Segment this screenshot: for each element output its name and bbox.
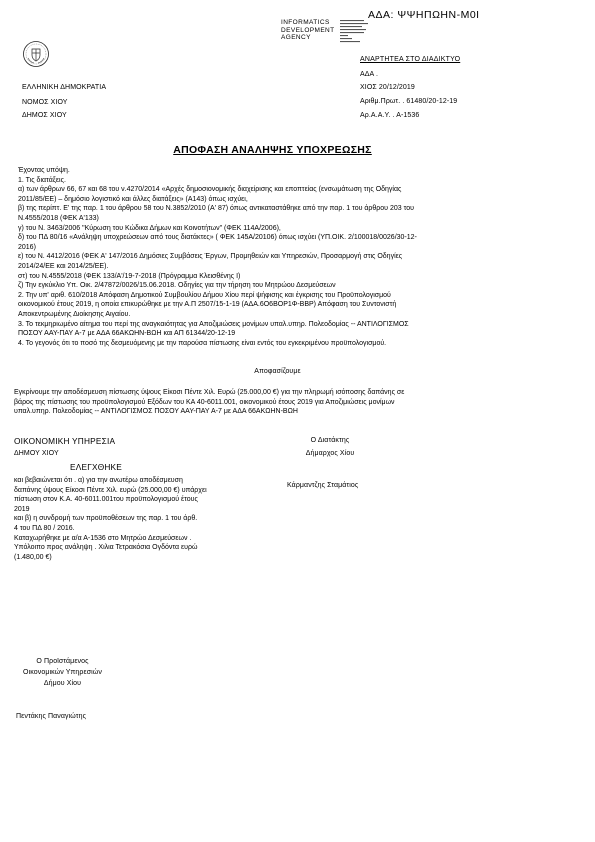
- checked-label: ΕΛΕΓΧΘΗΚΕ: [70, 462, 123, 472]
- body-line: 2011/85/ΕΕ) – δημόσιο λογιστικό και άλλες διατάξεις» (Α143) όπως ισχύει,: [18, 195, 248, 203]
- greek-emblem-icon: [22, 40, 50, 68]
- body-line: Έχοντας υπόψη.: [18, 167, 70, 174]
- finance-line: (1.480,00 €): [14, 553, 52, 561]
- head-finance-role: Ο Προϊστάμενος: [36, 658, 89, 665]
- publish-label: ΑΝΑΡΤΗΤΕΑ ΣΤΟ ΔΙΑΔΙΚΤΥΟ: [360, 56, 461, 63]
- body-line: Αποκεντρωμένης Διοίκησης Αιγαίου.: [18, 310, 131, 318]
- decision-line: βάρος της πίστωσης του προϋπολογισμού Εξόδων του ΚΑ 40-6011.001, οικονομικού έτους 2019 για Αποζιμιώσεις μονίμων: [14, 398, 395, 406]
- ida-line-1: INFORMATICS: [281, 19, 330, 26]
- republic-label: ΕΛΛΗΝΙΚΗ ΔΗΜΟΚΡΑΤΙΑ: [22, 84, 107, 91]
- ida-fine-print-icon: [340, 20, 370, 46]
- ida-line-3: AGENCY: [281, 34, 311, 42]
- ida-logo: [281, 19, 335, 42]
- municipality-label: ΔΗΜΟΣ ΧΙΟΥ: [22, 112, 67, 119]
- aay-label: Αρ.Α.Α.Υ. . Α-1536: [360, 112, 420, 119]
- finance-line: δαπάνης ύψους Είκοσι Πέντε Χιλ. ευρώ (25.000,00 €) υπάρχει: [14, 486, 207, 494]
- signatory-title: Δήμαρχος Χίου: [305, 450, 355, 457]
- finance-municipality: ΔΗΜΟΥ ΧΙΟΥ: [14, 450, 59, 457]
- body-line: 4. Το γεγονός ότι το ποσό της δεσμευόμενης με την παρούσα πίστωσης είναι εντός του εγκεκριμένου προϋπολογισμού.: [18, 339, 387, 347]
- body-line: γ) του Ν. 3463/2006 "Κύρωση του Κώδικα Δήμων και Κοινοτήτων" (ΦΕΚ 114Α/2006),: [18, 224, 281, 232]
- decision-block: [14, 388, 574, 417]
- legal-basis-block: [18, 166, 558, 348]
- head-finance-municipality: Δήμου Χίου: [43, 680, 82, 687]
- body-line: ε) του Ν. 4412/2016 (ΦΕΚ Α' 147/2016 Δημόσιες Συμβάσεις Έργων, Προμηθειών και Υπηρεσιών, Προσαρμογή στις Οδηγίες: [18, 253, 403, 261]
- finance-line: και β) η συνδρομή των προϋποθέσεων της παρ. 1 του άρθ.: [14, 515, 198, 523]
- finance-line: Καταχωρήθηκε με α/α Α-1536 στο Μητρώο Δεσμεύσεων .: [14, 534, 192, 542]
- finance-line: 4 του ΠΔ 80 / 2016.: [14, 524, 75, 532]
- document-title: ΑΠΟΦΑΣΗ ΑΝΑΛΗΨΗΣ ΥΠΟΧΡΕΩΣΗΣ: [173, 144, 372, 156]
- body-line: δ) του ΠΔ 80/16 «Ανάληψη υποχρεώσεων από τους διατάκτες» ( ΦΕΚ 145Α/20106) όπως ισχύει (ΥΠ.ΟΙΚ. 2/100018/0026/30-12-: [18, 234, 417, 242]
- body-line: 1. Τις διατάξεις.: [18, 176, 66, 184]
- finance-title: ΟΙΚΟΝΟΜΙΚΗ ΥΠΗΡΕΣΙΑ: [14, 436, 116, 446]
- date-label: ΧΙΟΣ 20/12/2019: [360, 84, 415, 91]
- body-line: 2016): [18, 243, 36, 251]
- head-finance-name: Πεντάκης Παναγιώτης: [16, 713, 87, 720]
- decision-line: υπαλ.υπηρ. Πολεοδομίας -- ΑΝΤΙΛΟΓΙΣΜΟΣ ΠΟΣΟΥ ΑΑΥ-ΠΑΥ Α-7 με ΑΔΑ 66ΑΚΩΗΝ-ΒΩΗ: [14, 408, 298, 416]
- body-line: β) της περίπτ. Ε' της παρ. 1 του άρθρου 58 του Ν.3852/2010 (Α' 87) όπως αντικαταστάθηκε από την παρ. 1 του άρθρου 203 του: [18, 205, 414, 213]
- finance-line: και βεβαιώνεται ότι . α) για την ανωτέρω αποδέσμευση: [14, 477, 183, 484]
- body-line: 2. Την υπ' αριθ. 610/2018 Απόφαση Δημοτικού Συμβουλίου Δήμου Χίου περί ψήφισης και έγκρισης του Προϋπολογισμού: [18, 291, 391, 299]
- finance-block: [14, 476, 284, 562]
- signatory-name: Κάρμαντζης Σταμάτιος: [287, 482, 359, 489]
- body-line: 2014/24/ΕΕ και 2014/25/ΕΕ).: [18, 262, 109, 270]
- decision-heading: Αποφασίζουμε: [254, 368, 301, 375]
- body-line: οικονομικού έτους 2019, η οποία επικυρώθηκε με την Α.Π 2507/15-1-19 (ΑΔΑ.6Ο6ΒΟΡ1Φ-ΒΒΡ) Απόφαση του Συντονιστή: [18, 301, 397, 309]
- finance-line: Υπόλοιπο προς ανάληψη . Χιλια Τετρακόσια Ογδόντα ευρώ: [14, 544, 198, 552]
- ida-line-2: DEVELOPMENT: [281, 26, 335, 34]
- protocol-label: Αριθμ.Πρωτ. . 61480/20-12-19: [360, 98, 458, 105]
- ada-short-label: ΑΔΑ .: [360, 71, 379, 78]
- body-line: ζ) Την εγκύκλιο Υπ. Οικ. 2/47872/0026/15.06.2018. Οδηγίες για την τήρηση του Μητρώου Δεσμεύσεων: [18, 282, 336, 290]
- body-line: Ν.4555/2018 (ΦΕΚ Α'133): [18, 214, 99, 222]
- body-line: α) των άρθρων 66, 67 και 68 του ν.4270/2014 «Αρχές δημοσιονομικής διαχείρισης και εποπτείας (ενσωμάτωση της Οδηγίας: [18, 186, 402, 194]
- head-finance-dept: Οικονομικών Υπηρεσιών: [23, 669, 102, 676]
- decision-line: Εγκρίνουμε την αποδέσμευση πίστωσης ύψους Είκοσι Πέντε Χιλ. Ευρώ (25.000,00 €) για την πληρωμή ισόποσης δαπάνης σε: [14, 389, 405, 396]
- body-line: 3. Το τεκμηριωμένο αίτημα του περί της αναγκαιότητας για Αποζιμιώσεις μονίμων υπαλ.υπηρ. Πολεοδομίας -- ΑΝΤΙΛΟΓΙΣΜΟΣ: [18, 320, 409, 328]
- body-line: ΠΟΣΟΥ ΑΑΥ-ΠΑΥ Α-7 με ΑΔΑ 66ΑΚΩΗΝ-ΒΩΗ και ΑΠ 61344/20-12-19: [18, 330, 236, 338]
- finance-line: πίστωση στον Κ.Α. 40-6011.001του προϋπολογισμού έτους: [14, 496, 198, 504]
- finance-line: 2019: [14, 505, 30, 513]
- body-line: στ) του Ν.4555/2018 (ΦΕΚ 133/Α'/19-7-2018 (Πρόγραμμα Κλεισθένης Ι): [18, 272, 241, 280]
- signatory-role: Ο Διατάκτης: [310, 437, 350, 444]
- prefecture-label: ΝΟΜΟΣ ΧΙΟΥ: [22, 99, 68, 106]
- ada-code: ΑΔΑ: ΨΨΗΠΩΗΝ-Μ0Ι: [368, 9, 480, 21]
